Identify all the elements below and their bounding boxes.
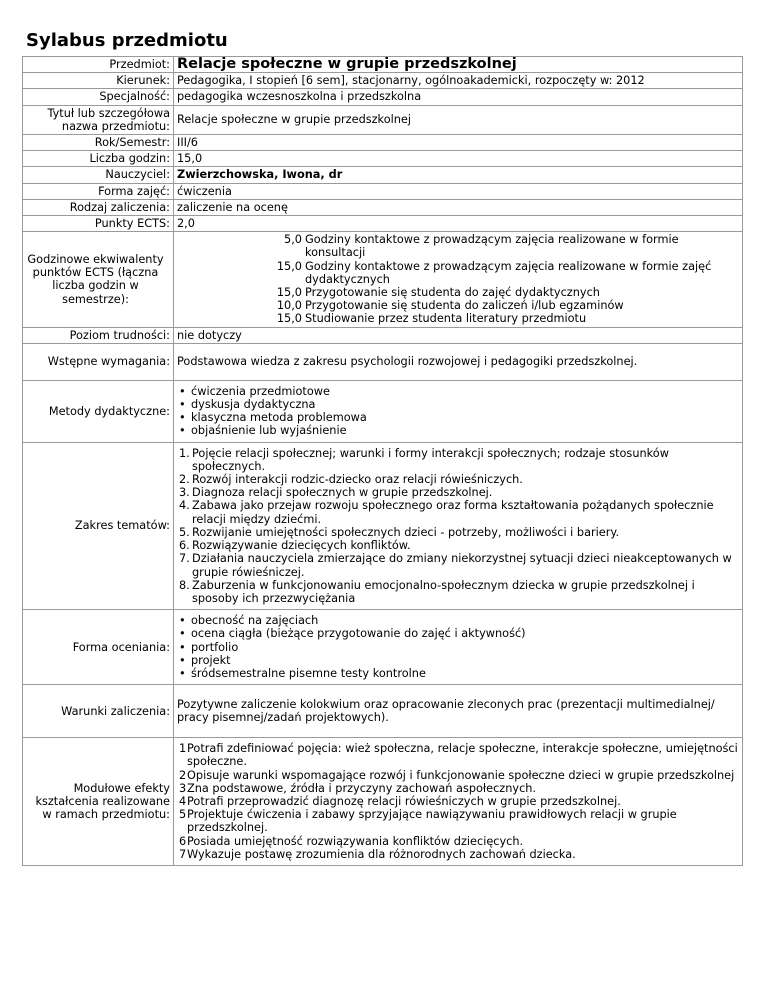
label-godziny: Liczba godzin: [23,151,174,167]
hours-text: Godziny kontaktowe z prowadzącym zajęcia realizowane w formie zajęć dydaktycznych [305,259,712,286]
row-efekty [23,738,743,866]
label-nauczyciel: Nauczyciel: [23,167,174,183]
hours-item [264,286,739,299]
label-specjalnosc: Specjalność: [23,89,174,105]
hours-item [264,299,739,312]
label-poziom: Poziom trudności: [23,327,174,343]
row-specjalnosc [23,89,743,105]
page-title: Sylabus przedmiotu [26,30,228,51]
list-item: 3 Zna podstawowe, źródła i przyczyny zachowań aspołecznych. [179,781,537,795]
zakres-list [177,447,739,605]
row-poziom [23,327,743,343]
list-item: 1. Pojęcie relacji społecznej; warunki i formy interakcji społecznych; rodzaje stosunków społecznych. [179,446,669,473]
list-item: 2 Opisuje warunki wspomagające rozwój i funkcjonowanie społeczne dzieci w grupie przedszkolnej [179,768,735,782]
hours-text: Studiowanie przez studenta literatury przedmiotu [305,312,587,326]
hours-value: 15,0 [276,312,302,326]
row-rok [23,135,743,151]
hours-text: Przygotowanie się studenta do zaliczeń i/lub egzaminów [305,299,624,313]
list-item: 5. Rozwijanie umiejętności społecznych dzieci - potrzeby, możliwości i bariery. [179,525,620,539]
metody-list [177,385,739,438]
hours-item [264,260,739,286]
list-item: • obecność na zajęciach [177,614,739,627]
value-rodzaj: zaliczenie na ocenę [174,199,743,215]
value-godziny: 15,0 [174,151,743,167]
list-item: 6. Rozwiązywanie dziecięcych konfliktów. [179,539,411,553]
label-warunki: Warunki zaliczenia: [23,685,174,738]
hours-value: 10,0 [276,299,302,313]
hours-value: 15,0 [276,259,302,273]
value-kierunek: Pedagogika, I stopień [6 sem], stacjonarny, ogólnoakademicki, rozpoczęty w: 2012 [174,73,743,89]
value-ects: 2,0 [174,216,743,232]
row-wymagania [23,343,743,380]
value-ekwiwalenty [174,232,743,327]
row-kierunek [23,73,743,89]
hours-value: 15,0 [276,286,302,300]
row-przedmiot [23,57,743,73]
value-wymagania: Podstawowa wiedza z zakresu psychologii rozwojowej i pedagogiki przedszkolnej. [174,343,743,380]
list-item: • dyskusja dydaktyczna [177,398,739,411]
label-ekwiwalenty: Godzinowe ekwiwalenty punktów ECTS (łączna liczba godzin w semestrze): [23,232,174,327]
label-przedmiot: Przedmiot: [23,57,174,73]
value-forma: ćwiczenia [174,183,743,199]
row-ects [23,216,743,232]
value-specjalnosc: pedagogika wczesnoszkolna i przedszkolna [174,89,743,105]
hours-text: Godziny kontaktowe z prowadzącym zajęcia realizowane w formie konsultacji [305,233,679,260]
list-item: • objaśnienie lub wyjaśnienie [177,424,739,437]
row-zakres [23,442,743,609]
list-item: 8. Zaburzenia w funkcjonowaniu emocjonalno-społecznym dziecka w grupie przedszkolnej i sposoby ich przezwyciężania [179,578,695,605]
list-item: • projekt [177,654,739,667]
list-item: • klasyczna metoda problemowa [177,411,739,424]
list-item: 7 Wykazuje postawę zrozumienia dla różnorodnych zachowań dziecka. [179,847,576,861]
label-rok: Rok/Semestr: [23,135,174,151]
label-rodzaj: Rodzaj zaliczenia: [23,199,174,215]
hours-item [264,312,739,325]
label-ocenianie: Forma oceniania: [23,610,174,685]
list-item: • portfolio [177,641,739,654]
value-ocenianie [174,610,743,685]
label-ects: Punkty ECTS: [23,216,174,232]
list-item: 4 Potrafi przeprowadzić diagnozę relacji rówieśniczych w grupie przedszkolnej. [179,794,621,808]
value-metody [174,380,743,442]
hours-value: 5,0 [284,233,302,247]
list-item: 3. Diagnoza relacji społecznych w grupie przedszkolnej. [179,486,493,500]
value-nauczyciel: Zwierzchowska, Iwona, dr [174,167,743,183]
list-item: 4. Zabawa jako przejaw rozwoju społecznego oraz forma kształtowania pożądanych społecznie relacji między dziećmi. [179,499,714,526]
hours-item [264,233,739,259]
ocenianie-list [177,614,739,680]
value-warunki: Pozytywne zaliczenie kolokwium oraz opracowanie zleconych prac (prezentacji multimedialnej/ pracy pisemnej/zadań projektowych). [174,685,743,738]
efekty-list [177,742,739,861]
list-item: • ocena ciągła (bieżące przygotowanie do zajęć i aktywność) [177,627,739,640]
value-poziom: nie dotyczy [174,327,743,343]
hours-text: Przygotowanie się studenta do zajęć dydaktycznych [305,286,600,300]
list-item: 5 Projektuje ćwiczenia i zabawy sprzyjające nawiązywaniu prawidłowych relacji w grupie przedszkolnej. [179,808,677,835]
value-przedmiot: Relacje społeczne w grupie przedszkolnej [174,57,743,73]
syllabus-table [22,56,743,866]
row-tytul [23,105,743,134]
list-item: 2. Rozwój interakcji rodzic-dziecko oraz relacji rówieśniczych. [179,473,523,487]
row-ocenianie [23,610,743,685]
label-wymagania: Wstępne wymagania: [23,343,174,380]
row-forma [23,183,743,199]
label-efekty: Modułowe efekty kształcenia realizowane w ramach przedmiotu: [23,738,174,866]
list-item: 7. Działania nauczyciela zmierzające do zmiany niekorzystnej sytuacji dzieci nieakceptowanych w grupie rówieśniczej. [179,552,732,579]
list-item: • śródsemestralne pisemne testy kontrolne [177,667,739,680]
list-item: • ćwiczenia przedmiotowe [177,385,739,398]
value-efekty [174,738,743,866]
value-zakres [174,442,743,609]
row-nauczyciel [23,167,743,183]
value-tytul: Relacje społeczne w grupie przedszkolnej [174,105,743,134]
label-metody: Metody dydaktyczne: [23,380,174,442]
row-warunki [23,685,743,738]
row-godziny [23,151,743,167]
row-ekwiwalenty [23,232,743,327]
list-item: 6 Posiada umiejętność rozwiązywania konfliktów dziecięcych. [179,834,524,848]
value-rok: III/6 [174,135,743,151]
row-metody [23,380,743,442]
label-kierunek: Kierunek: [23,73,174,89]
label-tytul: Tytuł lub szczegółowa nazwa przedmiotu: [23,105,174,134]
list-item: 1 Potrafi zdefiniować pojęcia: wież społeczna, relacje społeczne, interakcje społeczne, umiejętności społeczne. [179,742,738,769]
row-rodzaj [23,199,743,215]
label-forma: Forma zajęć: [23,183,174,199]
label-zakres: Zakres tematów: [23,442,174,609]
